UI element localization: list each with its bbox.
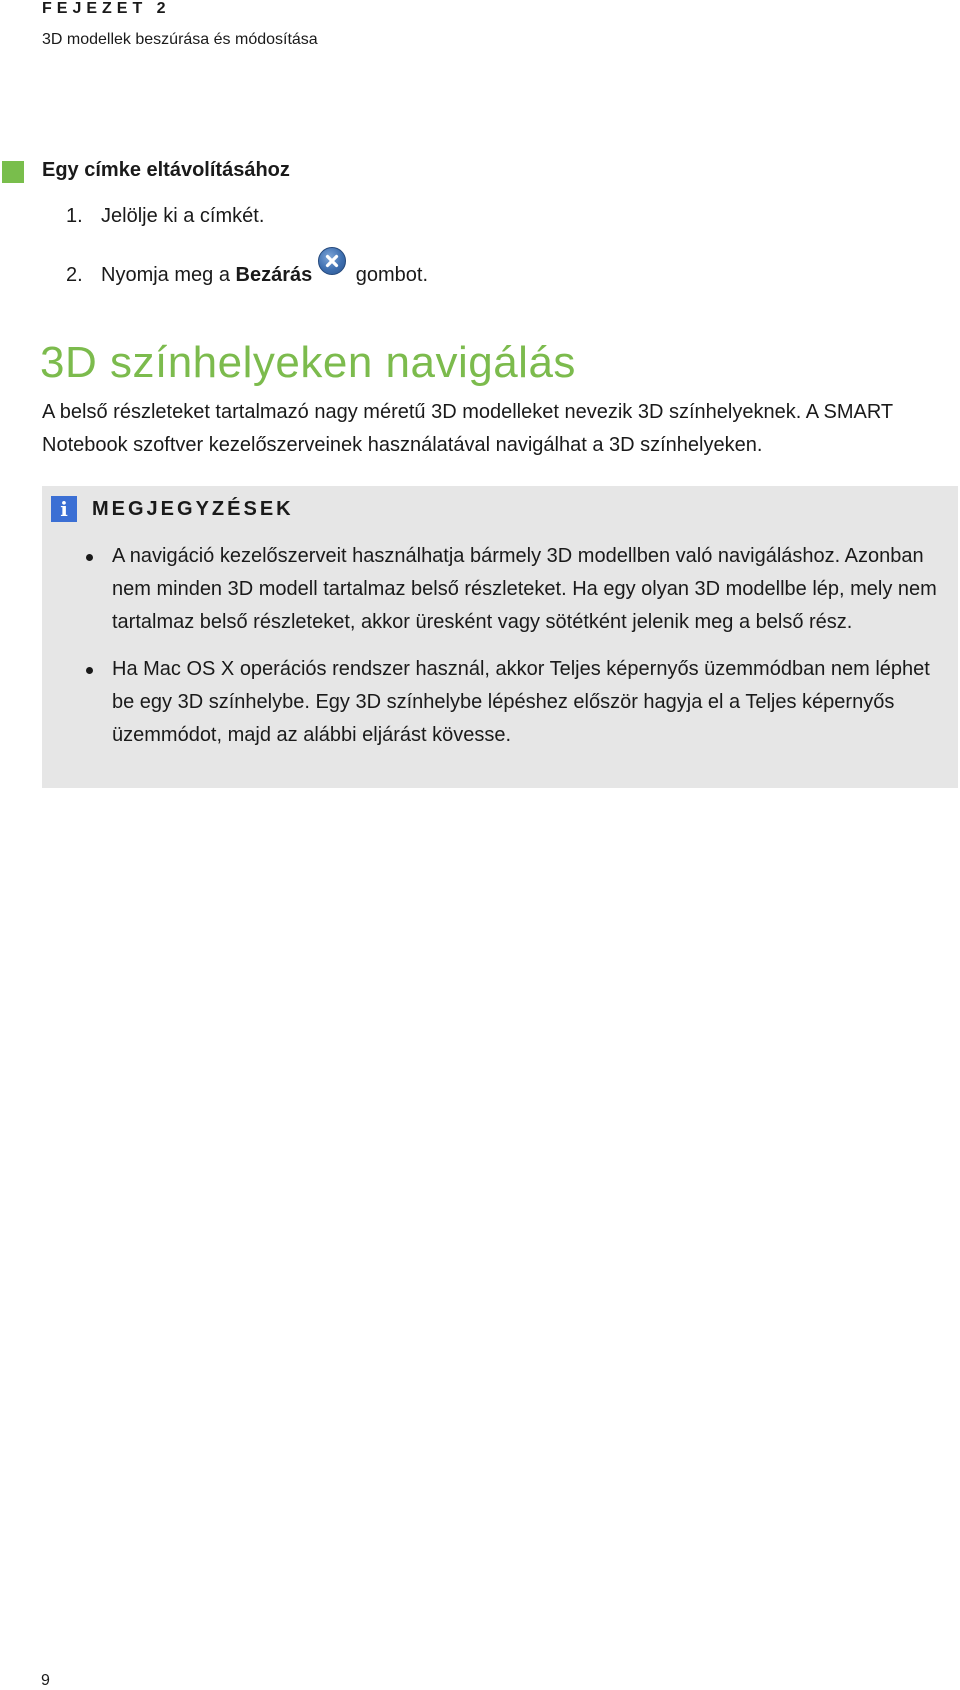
note-list — [42, 540, 958, 766]
note-item — [42, 653, 958, 752]
note-heading: MEGJEGYZÉSEK — [92, 498, 294, 520]
step-text-after: gombot. — [350, 264, 429, 286]
procedure-marker-icon — [2, 161, 24, 183]
note-item — [42, 540, 958, 639]
step-item — [66, 255, 428, 287]
section-intro: A belső részleteket tartalmazó nagy méretű 3D modelleket nevezik 3D színhelyeknek. A SMART Notebook szoftver kezelőszerveinek használatával navigálhat a 3D színhelyeken. — [42, 401, 893, 456]
close-icon — [318, 247, 346, 275]
bullet-icon — [86, 667, 93, 674]
step-number: 2. — [66, 264, 83, 286]
page-number: 9 — [41, 1672, 50, 1689]
step-text-before: Nyomja meg a — [101, 264, 236, 286]
note-box — [42, 486, 958, 788]
step-text: Jelölje ki a címkét. — [101, 205, 265, 227]
procedure-title: Egy címke eltávolításához — [42, 159, 290, 181]
note-item-text: Ha Mac OS X operációs rendszer használ, akkor Teljes képernyős üzemmódban nem léphet be egy 3D színhelybe. Egy 3D színhelybe lépéshez először hagyja el a Teljes képernyős üzemmódot, majd az alábbi eljárást kövesse. — [112, 658, 930, 746]
step-button-name: Bezárás — [235, 264, 313, 286]
step-item — [66, 205, 264, 228]
section-title: 3D színhelyeken navigálás — [40, 338, 576, 387]
bullet-icon — [86, 554, 93, 561]
note-item-text: A navigáció kezelőszerveit használhatja bármely 3D modellben való navigáláshoz. Azonban nem minden 3D modell tartalmaz belső részleteket. Ha egy olyan 3D modellbe lép, mely nem tartalmaz belső részleteket, akkor üresként vagy sötétként jelenik meg a belső rész. — [112, 545, 937, 633]
step-number: 1. — [66, 205, 83, 227]
info-icon: i — [51, 496, 77, 522]
chapter-label: FEJEZET 2 — [42, 0, 171, 17]
chapter-subtitle: 3D modellek beszúrása és módosítása — [42, 31, 318, 48]
